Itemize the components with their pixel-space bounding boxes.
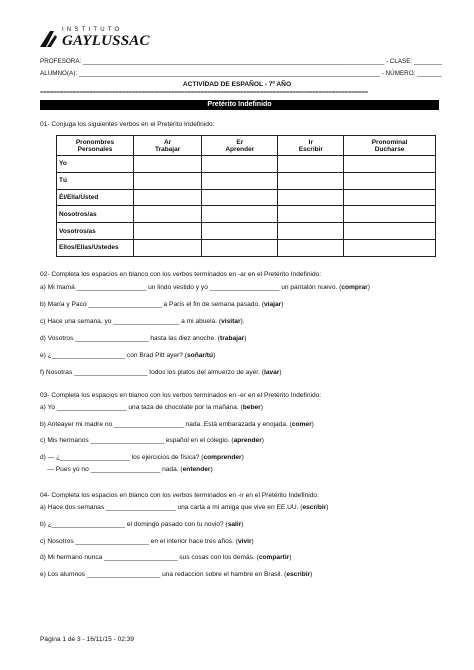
verb-hint: comprar — [341, 284, 368, 291]
ex2-instruction: 02- Completa los espacios en blanco con los verbos terminados en -ar en el Pretérito Indefinido: — [40, 271, 322, 278]
exercise-item: b) ¿____________________ el domingo pasado con tu novio? (salir) — [40, 521, 244, 528]
verb-hint: trabajar — [220, 335, 245, 342]
answer-cell[interactable] — [202, 239, 278, 256]
ex3-instruction: 03- Completa los espacios en blanco con los verbos terminados en -er en el Pretérito Indefinido: — [40, 392, 322, 399]
pronoun-cell: Tú — [57, 172, 134, 189]
verb-hint: entender — [182, 466, 211, 473]
conjugation-table — [56, 135, 436, 257]
table-row — [57, 206, 436, 223]
answer-cell[interactable] — [278, 239, 344, 256]
answer-cell[interactable] — [344, 156, 436, 173]
answer-cell[interactable] — [134, 206, 202, 223]
logo-main-text: GAYLUSSAC — [62, 33, 150, 49]
column-header: Er Aprender — [202, 136, 278, 156]
exercise-item: b) María y Paco ____________________ a París el fin de semana pasado. (viajar) — [40, 301, 284, 308]
table-row — [57, 189, 436, 206]
page-footer: Página 1 de 3 - 16/11/15 - 02:39 — [40, 636, 135, 643]
answer-cell[interactable] — [134, 189, 202, 206]
gaylussac-emblem-icon — [38, 29, 58, 49]
verb-hint: escribir — [302, 504, 327, 511]
exercise-item: c) Mis hermanos ____________________ español en el colegio. (aprender) — [40, 437, 264, 444]
profesora-line: PROFESORA: ______________________________________________________________________________________ - CLASE: ________ — [40, 58, 442, 65]
verb-hint: comer — [291, 421, 312, 428]
exercise-item: a) Mi mamá ___________________ un lindo vestido y yo ___________________ un pantalón nuevo. (comprar) — [40, 284, 370, 291]
answer-cell[interactable] — [278, 206, 344, 223]
column-header: Ar Trabajar — [134, 136, 202, 156]
pronoun-cell: Yo — [57, 156, 134, 173]
ex4-instruction: 04- Completa los espacios en blanco con los verbos terminados en -ir en el Pretérito Indefinido: — [40, 492, 319, 499]
answer-cell[interactable] — [134, 223, 202, 240]
verb-hint: aprender — [233, 437, 262, 444]
answer-cell[interactable] — [344, 223, 436, 240]
exercise-item: f) Nosotras ____________________ todos los platos del almuerzo de ayer. (lavar) — [40, 369, 282, 376]
answer-cell[interactable] — [344, 189, 436, 206]
verb-hint: visitar — [221, 318, 241, 325]
verb-hint: vivir — [237, 538, 252, 545]
answer-cell[interactable] — [344, 206, 436, 223]
exercise-item: d) — ¿___________________ los ejercicios de física? (comprender) — [40, 454, 244, 461]
answer-cell[interactable] — [202, 156, 278, 173]
answer-cell[interactable] — [134, 156, 202, 173]
table-row — [57, 156, 436, 173]
column-header: Pronominal Ducharse — [344, 136, 436, 156]
answer-cell[interactable] — [278, 156, 344, 173]
table-header-row — [57, 136, 436, 156]
answer-cell[interactable] — [278, 223, 344, 240]
verb-hint: escribir — [286, 571, 311, 578]
exercise-item: — Pues yo no ___________________ nada. (entender) — [40, 466, 213, 473]
answer-cell[interactable] — [344, 239, 436, 256]
pronoun-cell: Él/Ella/Usted — [57, 189, 134, 206]
separator-line: ==================================================================================================== — [40, 89, 368, 96]
pronoun-cell: Vosotros/as — [57, 223, 134, 240]
exercise-item: d) Vosotros ____________________ hasta las diez anoche. (trabajar) — [40, 335, 247, 342]
verb-hint: salir — [227, 521, 242, 528]
column-header: Ir Escribir — [278, 136, 344, 156]
table-row — [57, 223, 436, 240]
answer-cell[interactable] — [134, 172, 202, 189]
pronoun-cell: Ellos/Ellas/Ustedes — [57, 239, 134, 256]
alumno-line: ALUMNO(A): ______________________________________________________________________________________ - NÚMERO: _______ — [40, 70, 442, 77]
verb-hint: compartir — [258, 554, 290, 561]
exercise-item: a) Hace dos semanas ___________________ una carta a mi amiga que vive en EE.UU. (escribir) — [40, 504, 329, 511]
exercise-item: d) Mi hermano nunca ____________________ sus cosas con los demás. (compartir) — [40, 554, 292, 561]
answer-cell[interactable] — [344, 172, 436, 189]
logo-top-text: INSTITUTO — [62, 27, 123, 33]
answer-cell[interactable] — [202, 172, 278, 189]
table-row — [57, 172, 436, 189]
answer-cell[interactable] — [134, 239, 202, 256]
verb-hint: lavar — [263, 369, 280, 376]
exercise-item: c) Hace una semana, yo __________________ a mi abuela. (visitar). — [40, 318, 245, 325]
answer-cell[interactable] — [278, 172, 344, 189]
section-title-bar: Pretérito Indefinido — [40, 100, 439, 110]
answer-cell[interactable] — [202, 223, 278, 240]
exercise-item: b) Anteayer mi madre no ___________________ nada. Está embarazada y enojada. (comer) — [40, 421, 314, 428]
ex1-instruction: 01- Conjuga los siguientes verbos en el Pretérito Indefinido: — [40, 121, 215, 128]
verb-hint: beber — [242, 404, 261, 411]
exercise-item: e) ¿____________________ con Brad Pitt ayer? (soñar/tú) — [40, 352, 216, 359]
table-row — [57, 239, 436, 256]
exercise-item: c) Nosotros ____________________ en el interior hace tres años. (vivir) — [40, 538, 254, 545]
verb-hint: soñar/tú — [187, 352, 214, 359]
answer-cell[interactable] — [202, 206, 278, 223]
verb-hint: comprender — [203, 454, 242, 461]
exercise-item: e) Los alumnos ____________________ una redacción sobre el hambre en Brasil. (escribir) — [40, 571, 313, 578]
activity-title: ACTIVIDAD DE ESPAÑOL - 7º AÑO — [182, 81, 292, 88]
answer-cell[interactable] — [278, 189, 344, 206]
answer-cell[interactable] — [202, 189, 278, 206]
pronoun-cell: Nosotros/as — [57, 206, 134, 223]
column-header: Pronombres Personales — [57, 136, 134, 156]
exercise-item: a) Yo ___________________ una taza de chocolate por la mañana. (beber) — [40, 404, 263, 411]
verb-hint: viajar — [263, 301, 282, 308]
